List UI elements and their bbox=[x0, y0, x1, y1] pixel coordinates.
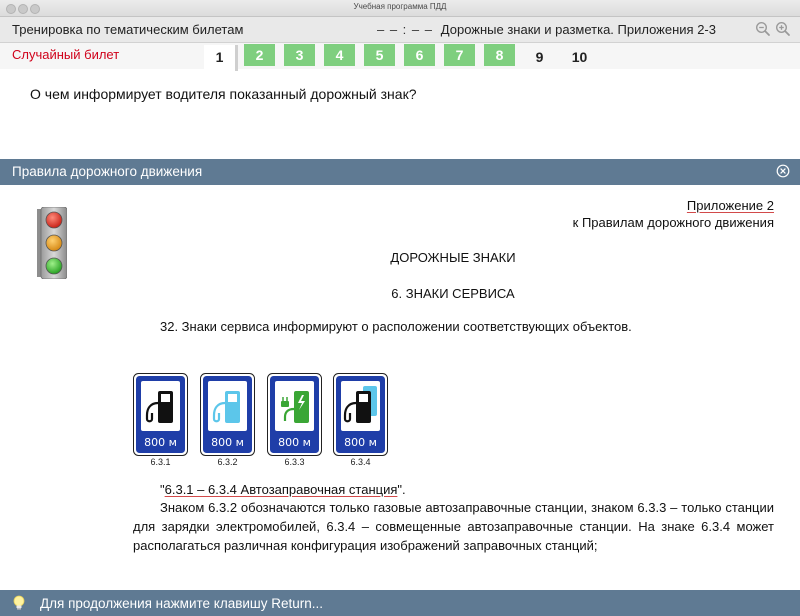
timer: – – : – – bbox=[377, 22, 433, 37]
ticket-2[interactable]: 2 bbox=[244, 44, 275, 66]
svg-text:800 м: 800 м bbox=[144, 436, 177, 449]
light-bulb-icon bbox=[12, 595, 26, 611]
appendix-title-link[interactable]: Приложение 2 bbox=[686, 198, 774, 213]
quote-open: " bbox=[160, 482, 165, 497]
mode-label: Тренировка по тематическим билетам bbox=[12, 22, 244, 37]
tickets-row bbox=[0, 43, 800, 69]
ticket-4[interactable]: 4 bbox=[324, 44, 355, 66]
window-titlebar bbox=[0, 0, 800, 17]
subsection-heading: 6. ЗНАКИ СЕРВИСА bbox=[391, 286, 515, 301]
ticket-10[interactable]: 10 bbox=[571, 49, 588, 65]
gas-pump-icon bbox=[200, 373, 255, 456]
ticket-7[interactable]: 7 bbox=[444, 44, 475, 66]
zoom-out-icon[interactable] bbox=[755, 21, 771, 37]
ticket-6[interactable]: 6 bbox=[404, 44, 435, 66]
combined-fuel-icon bbox=[333, 373, 388, 456]
appendix-reference bbox=[573, 197, 774, 231]
svg-text:800 м: 800 м bbox=[211, 436, 244, 449]
traffic-light-icon bbox=[37, 207, 67, 279]
section-heading: ДОРОЖНЫЕ ЗНАКИ bbox=[390, 250, 516, 265]
close-circle-icon[interactable] bbox=[776, 164, 790, 178]
ev-charger-icon bbox=[267, 373, 322, 456]
sign-6-3-1 bbox=[133, 373, 188, 456]
sign-6-3-3 bbox=[267, 373, 322, 456]
sign-group-link[interactable]: 6.3.1 – 6.3.4 Автозаправочная станция bbox=[164, 482, 398, 497]
svg-text:800 м: 800 м bbox=[278, 436, 311, 449]
appendix-subtitle: к Правилам дорожного движения bbox=[572, 215, 774, 230]
window-title: Учебная программа ПДД bbox=[353, 2, 447, 11]
sign-6-3-2 bbox=[200, 373, 255, 456]
ticket-1[interactable]: 1 bbox=[204, 45, 238, 71]
rules-panel-header bbox=[0, 159, 800, 185]
quote-close: ". bbox=[397, 482, 406, 497]
sign-6-3-4 bbox=[333, 373, 388, 456]
zoom-in-icon[interactable] bbox=[775, 21, 791, 37]
status-text: Для продолжения нажмите клавишу Return... bbox=[40, 596, 324, 611]
ticket-9[interactable]: 9 bbox=[535, 49, 544, 65]
sign-caption: 6.3.3 bbox=[284, 457, 305, 467]
toolbar bbox=[0, 17, 800, 43]
random-ticket-link[interactable]: Случайный билет bbox=[12, 47, 120, 62]
paragraph-32: 32. Знаки сервиса информируют о расположении соответствующих объектов. bbox=[160, 319, 632, 334]
sign-caption: 6.3.4 bbox=[350, 457, 371, 467]
rules-panel-title: Правила дорожного движения bbox=[12, 164, 203, 179]
ticket-8[interactable]: 8 bbox=[484, 44, 515, 66]
ticket-5[interactable]: 5 bbox=[364, 44, 395, 66]
sign-caption: 6.3.1 bbox=[150, 457, 171, 467]
status-bar bbox=[0, 590, 800, 616]
fuel-pump-icon bbox=[133, 373, 188, 456]
sign-caption: 6.3.2 bbox=[217, 457, 238, 467]
svg-text:800 м: 800 м bbox=[344, 436, 377, 449]
ticket-3[interactable]: 3 bbox=[284, 44, 315, 66]
topic-label: Дорожные знаки и разметка. Приложения 2-3 bbox=[440, 22, 716, 37]
sign-description: Знаком 6.3.2 обозначаются только газовые автозаправочные станции, знаком 6.3.3 – только станции для зарядки электромобилей, 6.3.4 – совмещенные автозаправочные станции. На знаке 6.3.4 может располагаться различная конфигурация изображений заправочных станций; bbox=[133, 500, 774, 553]
question-text: О чем информирует водителя показанный дорожный знак? bbox=[30, 86, 417, 102]
sign-group-title bbox=[160, 482, 406, 497]
rules-document bbox=[0, 185, 800, 590]
